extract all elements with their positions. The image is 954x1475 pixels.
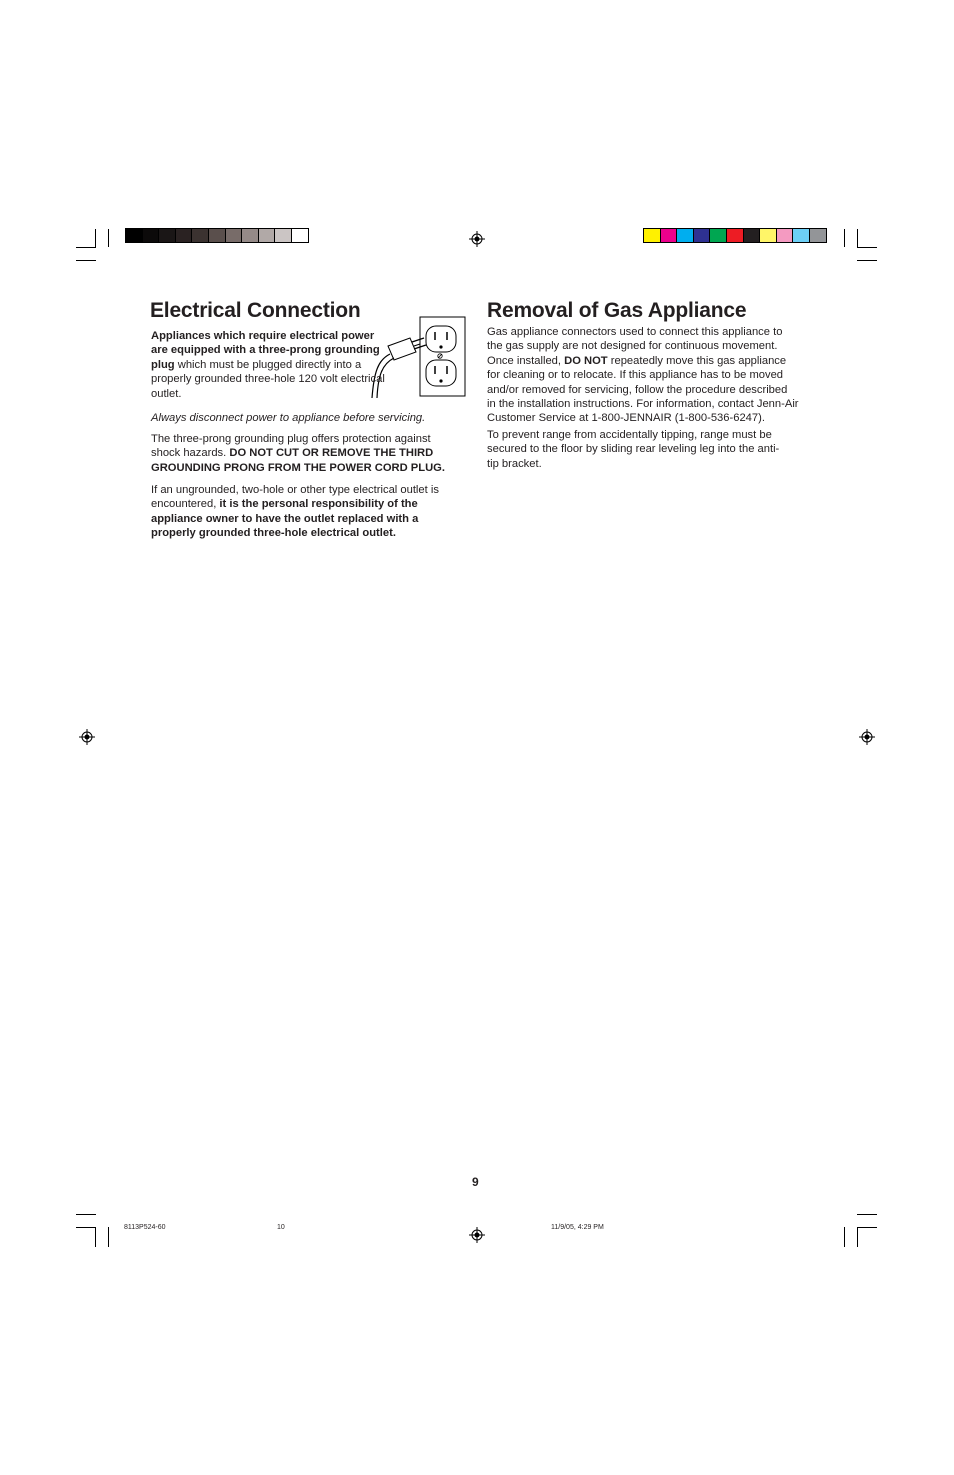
color-swatch	[142, 228, 160, 243]
color-swatch	[726, 228, 744, 243]
crop-mark	[108, 1227, 109, 1247]
crop-mark	[844, 229, 845, 247]
ungrounded-outlet-bold: it is the personal responsibility of the appliance owner to have the outlet replaced with a properly grounded three-hole electrical outlet.	[151, 498, 419, 540]
grounding-plug-paragraph	[151, 432, 455, 475]
crop-mark	[857, 260, 877, 261]
color-swatch	[291, 228, 309, 243]
crop-mark	[76, 1214, 96, 1215]
color-swatch	[125, 228, 143, 243]
crop-mark	[857, 229, 858, 247]
registration-mark-icon	[79, 729, 95, 745]
page-number: 9	[472, 1175, 479, 1189]
color-swatch	[643, 228, 661, 243]
gas-connector-paragraph	[487, 325, 799, 426]
color-swatch	[225, 228, 243, 243]
color-swatch	[809, 228, 827, 243]
color-swatch	[175, 228, 193, 243]
crop-mark	[857, 1227, 877, 1228]
color-swatch	[660, 228, 678, 243]
do-not-warning: DO NOT	[564, 354, 608, 367]
color-swatch	[693, 228, 711, 243]
color-swatch	[709, 228, 727, 243]
crop-mark	[857, 1214, 877, 1215]
color-swatch	[743, 228, 761, 243]
electrical-intro-bold: Appliances which require electrical power are equipped with a three-prong grounding plug	[151, 330, 380, 371]
electrical-intro-rest: which must be plugged directly into a properly grounded three-hole 120 volt electrical outlet.	[151, 358, 385, 400]
ungrounded-outlet-text: If an ungrounded, two-hole or other type electrical outlet is encountered,	[151, 484, 439, 511]
disconnect-power-note: Always disconnect power to appliance before servicing.	[151, 412, 426, 424]
crop-mark	[76, 1227, 96, 1228]
color-swatch	[274, 228, 292, 243]
electrical-intro	[151, 329, 389, 401]
color-swatch	[208, 228, 226, 243]
color-swatch	[258, 228, 276, 243]
footer-file-name: 8113P524-60	[124, 1224, 166, 1231]
color-swatch	[676, 228, 694, 243]
crop-mark	[76, 260, 96, 261]
registration-mark-icon	[859, 729, 875, 745]
footer-sheet-number: 10	[277, 1224, 285, 1231]
grounding-plug-warning: DO NOT CUT OR REMOVE THE THIRD GROUNDING PRONG FROM THE POWER CORD PLUG.	[151, 447, 445, 474]
registration-mark-icon	[469, 1227, 485, 1243]
crop-mark	[76, 247, 96, 248]
crop-mark	[844, 1227, 845, 1247]
color-swatch	[241, 228, 259, 243]
electrical-connection-title: Electrical Connection	[150, 299, 361, 322]
gas-connector-text-a: Gas appliance connectors used to connect this appliance to the gas supply are not designed for continuous movement. Once installed,	[487, 326, 783, 367]
color-swatch	[792, 228, 810, 243]
color-swatch	[191, 228, 209, 243]
crop-mark	[95, 229, 96, 247]
color-swatch	[759, 228, 777, 243]
grounding-plug-text: The three-prong grounding plug offers protection against shock hazards.	[151, 433, 431, 460]
removal-gas-appliance-title: Removal of Gas Appliance	[487, 299, 747, 322]
ungrounded-outlet-paragraph	[151, 483, 453, 541]
color-swatch	[776, 228, 794, 243]
crop-mark	[857, 1227, 858, 1247]
crop-mark	[108, 229, 109, 247]
gas-connector-text-b: repeatedly move this gas appliance for cleaning or to relocate. If this appliance has to be moved and/or removed for servicing, follow the procedure described in the installation instructions. For information, contact Jenn-Air Customer Service at 1-800-JENNAIR (1-800-536-6247).	[487, 354, 799, 425]
crop-mark	[857, 247, 877, 248]
footer-date: 11/9/05, 4:29 PM	[551, 1224, 604, 1231]
registration-mark-icon	[469, 231, 485, 247]
crop-mark	[95, 1227, 96, 1247]
anti-tip-paragraph: To prevent range from accidentally tipping, range must be secured to the floor by sliding rear leveling leg into the anti-tip bracket.	[487, 429, 780, 470]
color-swatch	[158, 228, 176, 243]
